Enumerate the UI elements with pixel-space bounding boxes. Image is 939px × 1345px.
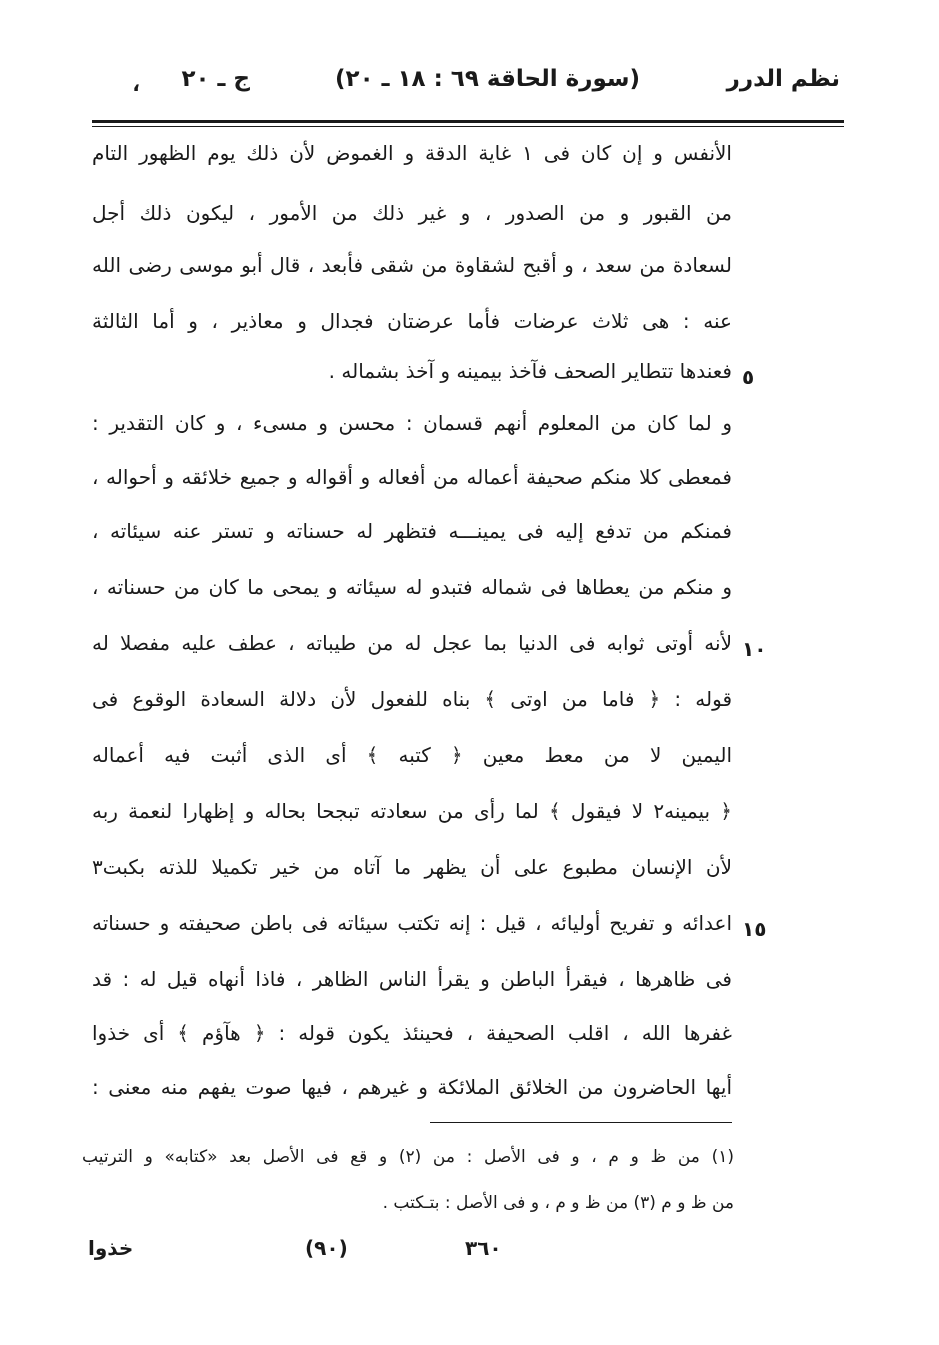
body-line: الأنفس و إن كان فى ١ غاية الدقة و الغموض لأن ذلك يوم الظهور التام — [92, 141, 732, 165]
body-line: اعدائه و تفريح أوليائه ، قيل : إنه تكتب سيئاته فى باطن صحيفته و حسناته — [92, 911, 732, 935]
header-rule-thin — [92, 126, 844, 127]
body-line: لأن الإنسان مطبوع على أن يظهر ما آتاه من خير تكميلا للذته بكبت٣ — [92, 855, 732, 879]
page-number: ٣٦٠ — [465, 1236, 502, 1260]
body-line: قوله : ﴿ فاما من اوتى ﴾ بناه للفعول لأن دلالة السعادة الوقوع فى — [92, 687, 732, 711]
body-line: من القبور و من الصدور ، و غير ذلك من الأمور ، ليكون ذلك أجل — [92, 201, 732, 225]
page-signature — [80, 1232, 760, 1272]
line-number: ١٥ — [742, 917, 767, 941]
body-line: و لما كان من المعلوم أنهم قسمان : محسن و مسىء ، و كان التقدير : — [92, 411, 732, 435]
body-line: أيها الحاضرون من الخلائق الملائكة و غيرهم ، فيها صوت يفهم منه معنى : — [92, 1075, 732, 1099]
body-line: عنه : هى ثلاث عرضات فأما عرضتان فجدال و معاذير ، و أما الثالثة — [92, 309, 732, 333]
body-line: فى ظاهرها ، فيقرأ الباطن و يقرأ الناس الظاهر ، فاذا أنهاه قيل له : قد — [92, 967, 732, 991]
body-line: لأنه أوتى ثوابه فى الدنيا بما عجل له من طيباته ، عطف عليه مفصلا له — [92, 631, 732, 655]
line-number: ٥ — [742, 365, 755, 389]
header-mark: ، — [132, 72, 140, 96]
body-line: فمنكم من تدفع إليه فى يمينـــه فتظهر له حسناته و تستر عنه سيئاته ، — [92, 519, 732, 543]
body-line: و منكم من يعطاها فى شماله فتبدو له سيئاته و يمحى ما كان من حسناته ، — [92, 575, 732, 599]
body-line: لسعادة من سعد ، و أقبح لشقاوة من شقى فأبعد ، قال أبو موسى رضى الله — [92, 253, 732, 277]
body-line: غفرها الله ، اقلب الصحيفة ، فحينئذ يكون قوله : ﴿ هآؤم ﴾ أى خذوا — [92, 1021, 732, 1045]
body-line: ﴿ بيمينه٢ لا فيقول ﴾ لما رأى من سعادته تبجحا بحاله و إظهارا لنعمة ربه — [92, 799, 732, 823]
surah-reference: (سورة الحاقة ٦٩ : ١٨ ـ ٢٠) — [335, 66, 640, 92]
footnote-line: من ظ و م (٣) من ظ و م ، و فى الأصل : بتـكتب . — [382, 1193, 734, 1213]
body-line: اليمين لا من معط معين ﴿ كتبه ﴾ أى الذى أثبت فيه أعماله — [92, 743, 732, 767]
body-line: فمعطى كلا منكم صحيفة أعماله من أفعاله و أقواله و جميع خلائقه و أحواله ، — [92, 465, 732, 489]
header-rule — [92, 120, 844, 123]
catchword: خذوا — [88, 1236, 134, 1260]
footnote-line: (١) من ظ و م ، و فى الأصل : من (٢) و قع فى الأصل بعد «كتابه» و الترتيب — [82, 1147, 734, 1167]
line-number: ١٠ — [742, 637, 767, 661]
body-line: فعندها تتطاير الصحف فآخذ بيمينه و آخذ بشماله . — [328, 359, 732, 383]
footnote-rule — [430, 1122, 732, 1123]
book-title: نظم الدرر — [726, 66, 840, 92]
part-number: ج ـ ٢٠ — [181, 66, 250, 92]
sheet-number: (٩٠) — [305, 1236, 348, 1260]
running-head — [70, 62, 850, 106]
